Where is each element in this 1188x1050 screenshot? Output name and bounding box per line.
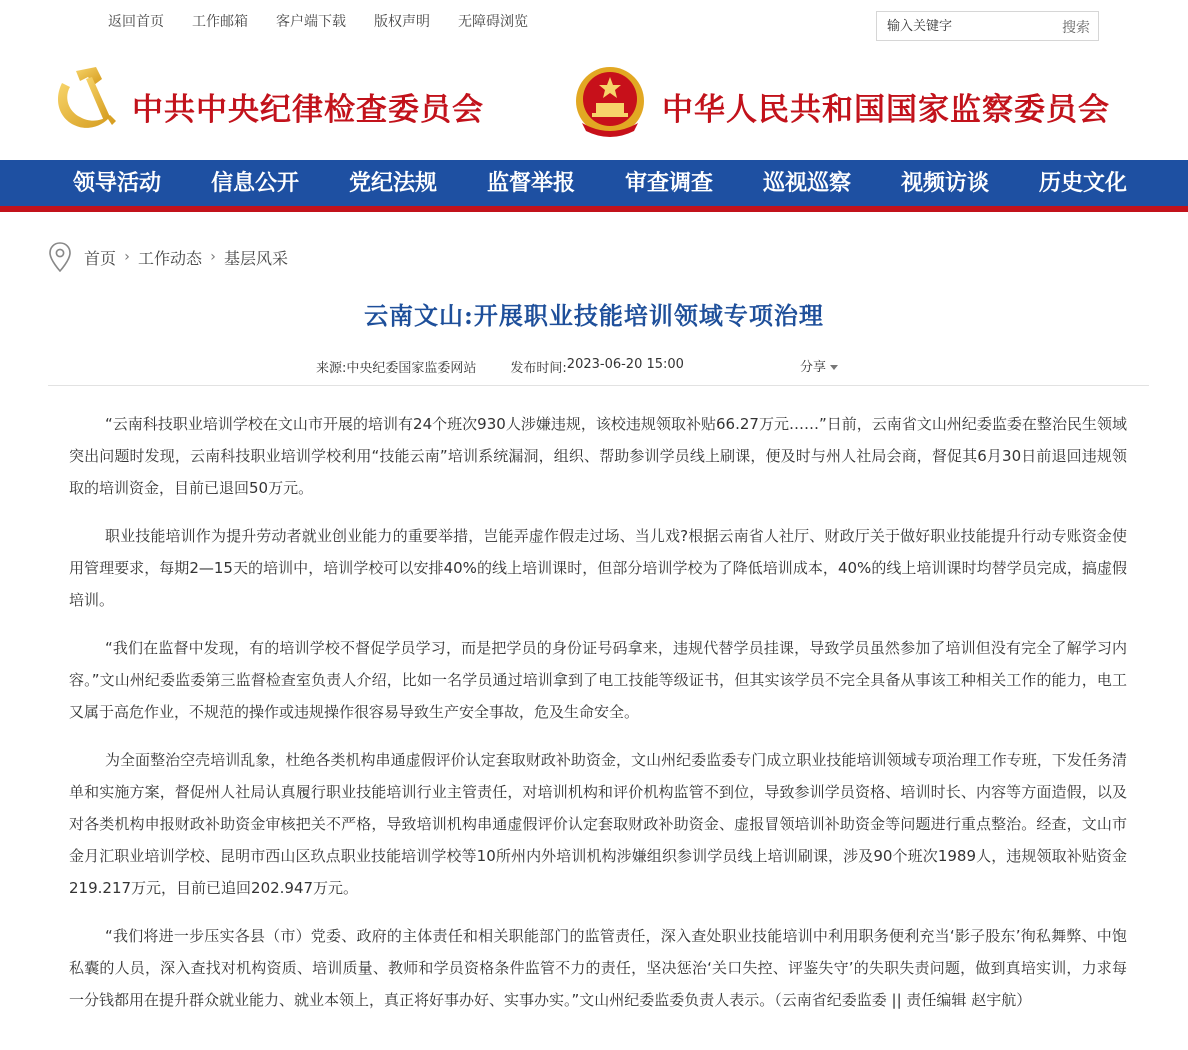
article-paragraph: “我们将进一步压实各县（市）党委、政府的主体责任和相关职能部门的监管责任，深入查处职业技能培训中利用职务便利充当‘影子股东’徇私舞弊、中饱私囊的人员，深入查找对机构资质、培训质量、教师和学员资格条件监管不力的责任，坚决惩治‘关口失控、评鉴失守’的失职失责问题，做到真培实训，力求每一分钱都用在提升群众就业能力、就业本领上，真正将好事办好、实事办实。”文山州纪委监委负责人表示。（云南省纪委监委 || 责任编辑 赵宇航） [69,927,1127,1009]
breadcrumb [48,242,288,272]
top-link-app-download[interactable]: 客户端下载 [276,14,346,30]
top-link-home[interactable]: 返回首页 [108,14,164,30]
party-emblem-icon [52,65,116,133]
article-meta [316,357,684,376]
breadcrumb-grassroots[interactable]: 基层风采 [224,248,289,268]
time-value: 2023-06-20 15:00 [566,357,684,372]
chevron-down-icon [830,365,838,370]
breadcrumb-home[interactable]: 首页 [84,248,117,268]
top-link-accessibility[interactable]: 无障碍浏览 [458,14,528,30]
nav-item-investigation[interactable]: 审查调查 [624,170,713,196]
masthead-right-title: 中华人民共和国国家监察委员会 [662,92,1110,128]
nav-red-stripe [0,206,1188,212]
national-emblem-icon [574,65,646,137]
top-bar [0,0,1188,42]
source-value: 中央纪委国家监委网站 [346,361,477,376]
nav-item-regulations[interactable]: 党纪法规 [348,170,437,196]
top-link-copyright[interactable]: 版权声明 [374,14,430,30]
masthead [0,58,1188,148]
search-box [876,11,1099,41]
nav-item-inspection[interactable]: 巡视巡察 [762,170,851,196]
share-button[interactable] [800,356,838,375]
source-label: 来源: [316,361,347,376]
article-paragraph: 职业技能培训作为提升劳动者就业创业能力的重要举措，岂能弄虚作假走过场、当儿戏?根据云南省人社厅、财政厅关于做好职业技能提升行动专账资金使用管理要求，每期2—15天的培训中，培训学校可以安排40%的线上培训课时，但部分培训学校为了降低培训成本，40%的线上培训课时均替学员完成，搞虚假培训。 [69,527,1127,609]
location-pin-icon [48,242,72,272]
nav-item-leadership[interactable]: 领导活动 [72,170,161,196]
breadcrumb-work-news[interactable]: 工作动态 [138,248,203,268]
article-paragraph: “我们在监督中发现，有的培训学校不督促学员学习，而是把学员的身份证号码拿来，违规代替学员挂课，导致学员虽然参加了培训但没有完全了解学习内容。”文山州纪委监委第三监督检查室负责人介绍，比如一名学员通过培训拿到了电工技能等级证书，但其实该学员不完全具备从事该工种相关工作的能力，电工又属于高危作业，不规范的操作或违规操作很容易导致生产安全事故，危及生命安全。 [69,639,1127,721]
top-link-mail[interactable]: 工作邮箱 [192,14,248,30]
nav-item-info[interactable]: 信息公开 [210,170,299,196]
search-button[interactable]: 搜索 [1062,20,1090,36]
main-nav [0,160,1188,206]
time-label: 发布时间: [510,361,567,376]
article-paragraph: 为全面整治空壳培训乱象，杜绝各类机构串通虚假评价认定套取财政补助资金，文山州纪委监委专门成立职业技能培训领域专项治理工作专班，下发任务清单和实施方案，督促州人社局认真履行职业技能培训行业主管责任，对培训机构和评价机构监管不到位，导致参训学员资格、培训时长、内容等方面造假，以及对各类机构申报财政补助资金审核把关不严格，导致培训机构串通虚假评价认定套取财政补助资金、虚报冒领培训补助资金等问题进行重点整治。经查，文山市金月汇职业培训学校、昆明市西山区玖点职业技能培训学校等10所州内外培训机构涉嫌组织参训学员线上培训刷课，涉及90个班次1989人，违规领取补贴资金219.217万元，目前已追回202.947万元。 [69,751,1127,897]
masthead-left-title: 中共中央纪律检查委员会 [132,92,484,128]
article-title: 云南文山:开展职业技能培训领域专项治理 [364,301,824,330]
chevron-right-icon: › [124,249,130,265]
search-input[interactable] [877,12,1047,40]
nav-item-report[interactable]: 监督举报 [486,170,575,196]
share-label: 分享 [800,360,827,375]
divider [48,385,1149,386]
chevron-right-icon: › [210,249,216,265]
article-body [69,408,1127,1032]
nav-item-video[interactable]: 视频访谈 [900,170,989,196]
top-links [108,11,556,31]
article-paragraph: “云南科技职业培训学校在文山市开展的培训有24个班次930人涉嫌违规，该校违规领取补贴66.27万元……”日前，云南省文山州纪委监委在整治民生领域突出问题时发现，云南科技职业培训学校利用“技能云南”培训系统漏洞，组织、帮助参训学员线上刷课，便及时与州人社局会商，督促其6月30日前退回违规领取的培训资金，目前已退回50万元。 [69,415,1127,497]
nav-item-history[interactable]: 历史文化 [1038,170,1127,196]
